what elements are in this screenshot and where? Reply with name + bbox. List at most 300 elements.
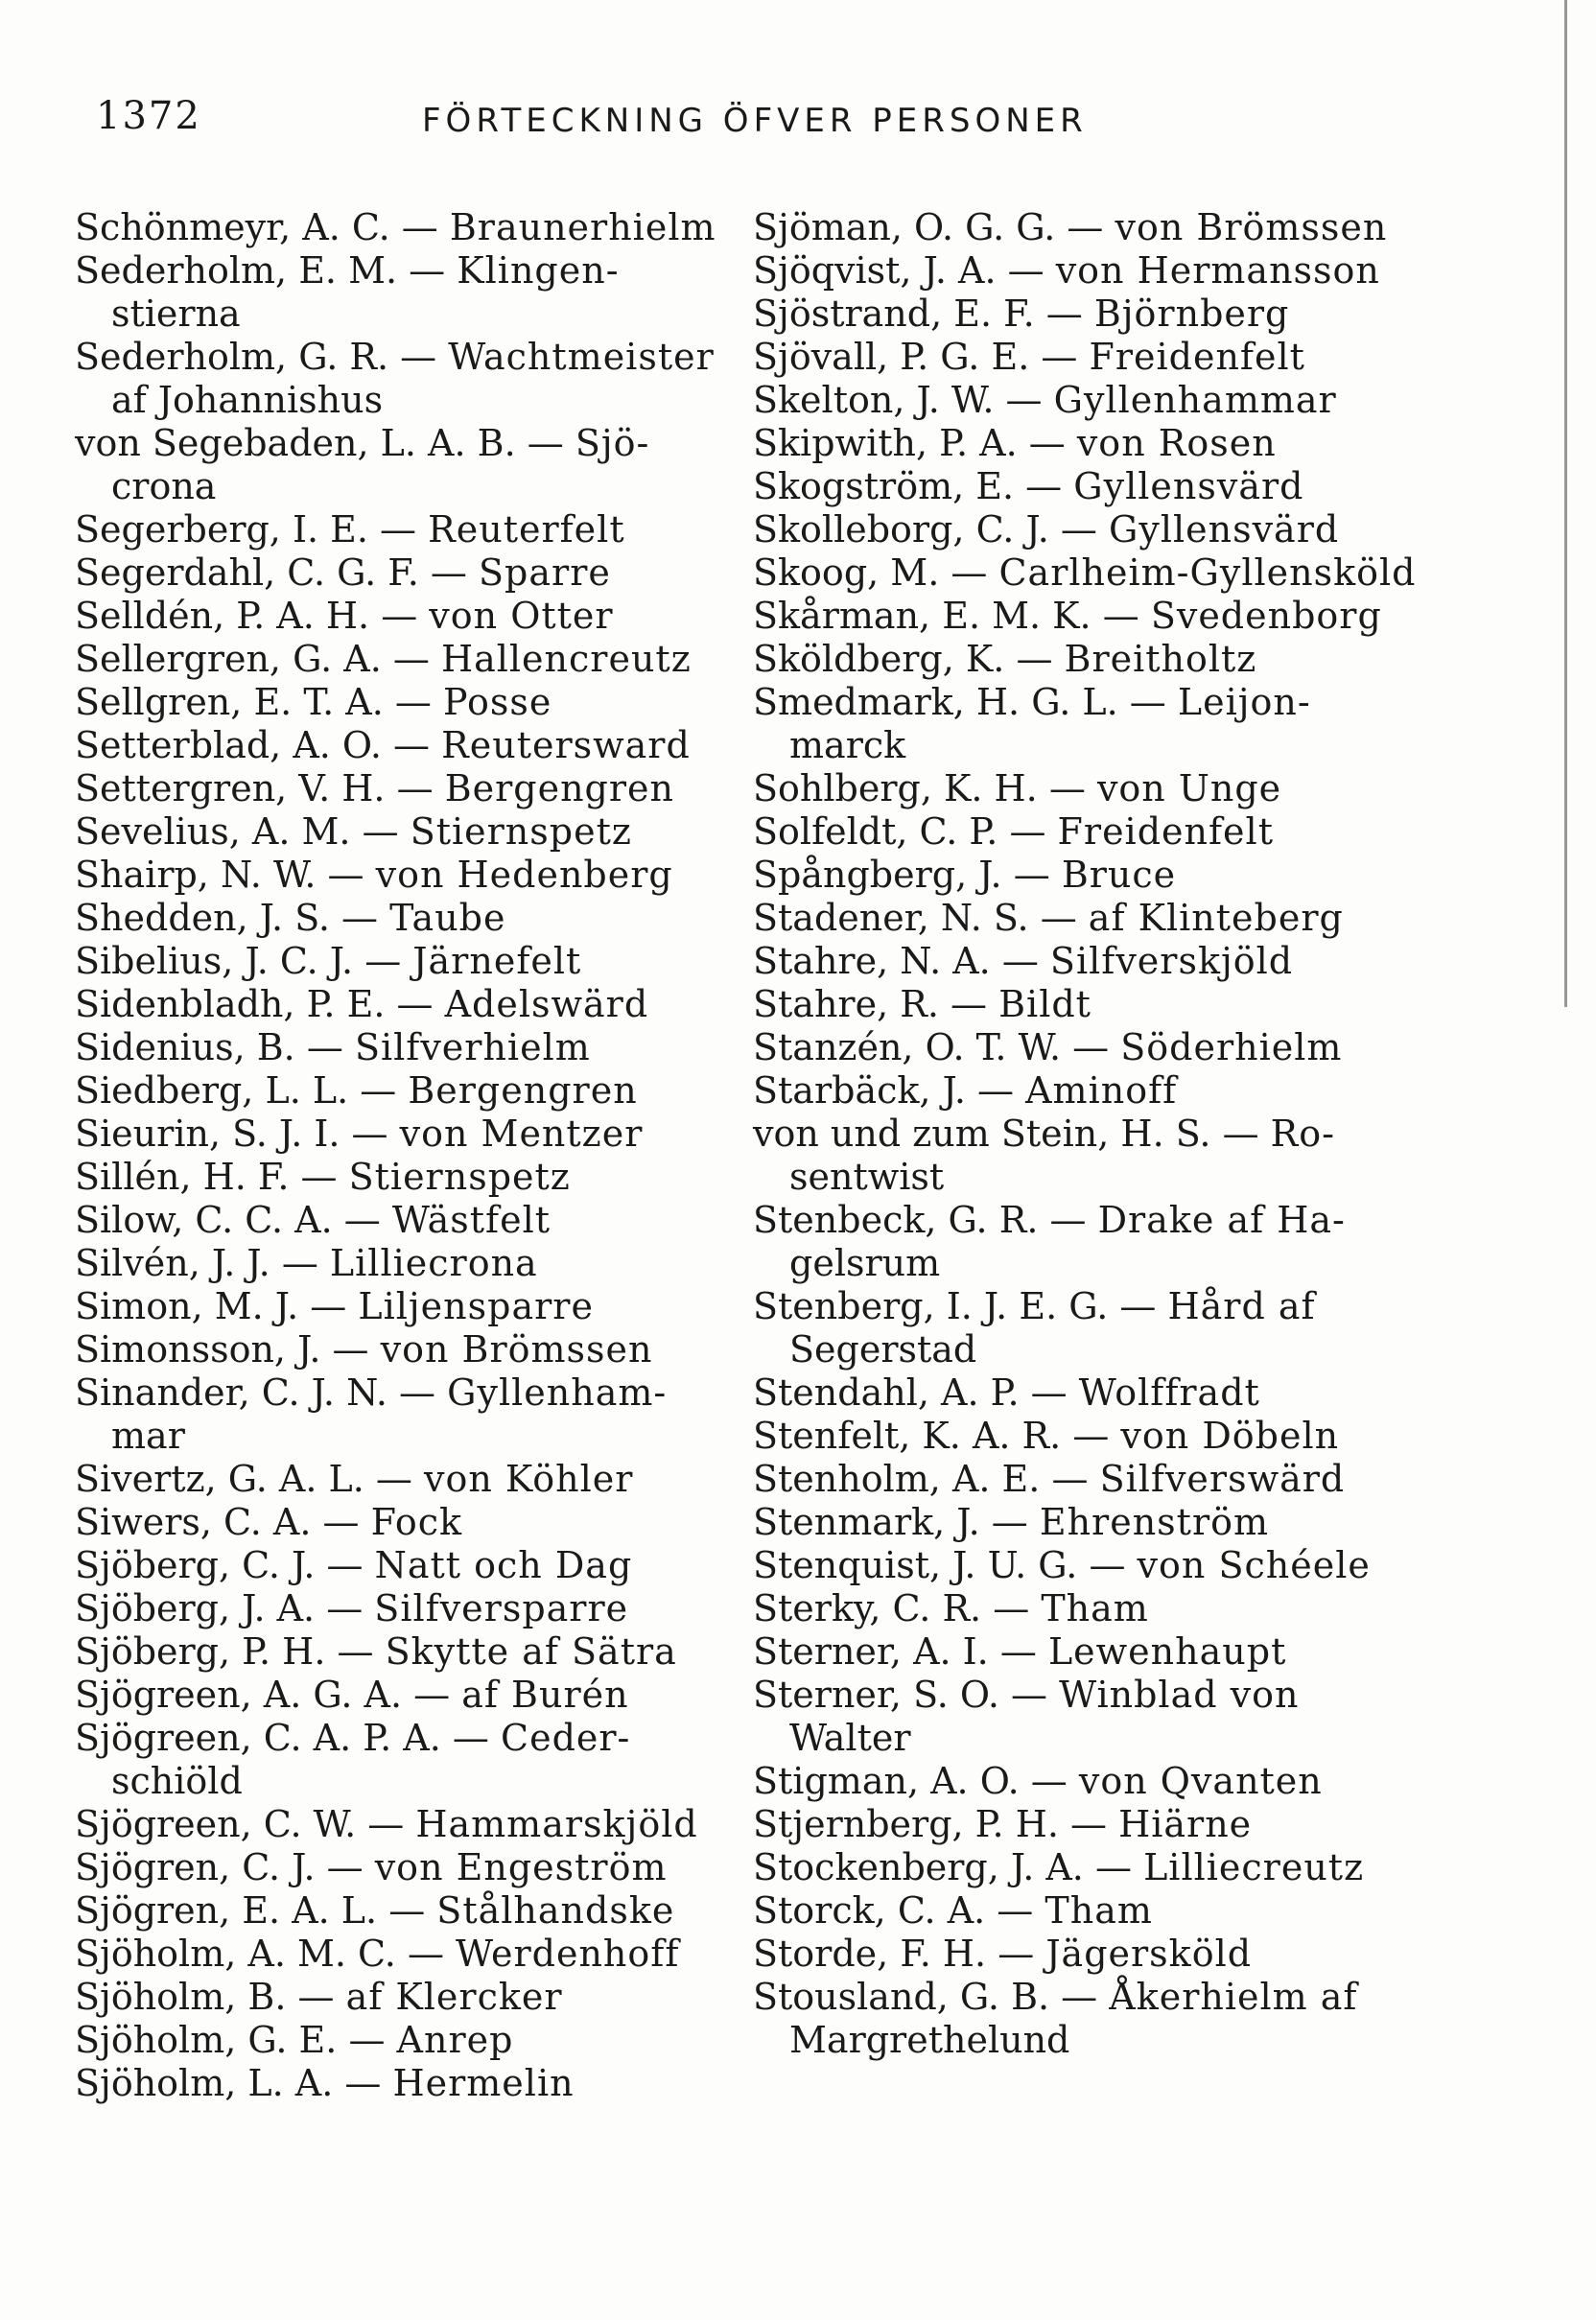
family-name: von Unge	[1096, 767, 1282, 809]
person-name: Sjövall, P. G. E.	[753, 336, 1030, 378]
dash-separator: —	[939, 551, 999, 594]
entry-continuation: Segerstad	[789, 1328, 977, 1371]
person-name: Sidenbladh, P. E.	[75, 983, 386, 1025]
index-entry	[753, 1501, 1424, 1544]
index-entry	[753, 940, 1424, 983]
index-entry	[75, 1889, 746, 1933]
dash-separator: —	[990, 940, 1050, 982]
family-name: von Mentzer	[399, 1113, 644, 1155]
person-name: Solfeldt, C. P.	[753, 810, 998, 853]
family-name: Gyllensvärd	[1073, 465, 1304, 507]
index-entry	[75, 1199, 746, 1242]
index-entry	[753, 465, 1424, 508]
index-entry	[753, 681, 1424, 724]
family-name: von Köhler	[424, 1458, 634, 1500]
family-name: Gyllenham-	[447, 1371, 668, 1414]
person-name: Sjöman, O. G. G.	[753, 206, 1056, 248]
index-entry	[75, 1544, 746, 1587]
dash-separator: —	[367, 508, 429, 551]
person-name: von Segebaden, L. A. B.	[75, 422, 516, 464]
person-name: Sjöberg, C. J.	[75, 1544, 316, 1586]
family-name: Hiärne	[1118, 1803, 1253, 1845]
index-entry	[753, 1976, 1424, 2019]
family-name: von Schéele	[1137, 1544, 1371, 1586]
family-name: Hallencreutz	[440, 638, 692, 680]
dash-separator: —	[388, 336, 449, 378]
dash-separator: —	[320, 1328, 381, 1371]
family-name: Aminoff	[1025, 1069, 1178, 1112]
family-name: Sjö-	[575, 422, 650, 464]
dash-separator: —	[383, 681, 443, 723]
family-name: Hård af	[1167, 1285, 1316, 1327]
person-name: Silow, C. C. A.	[75, 1199, 333, 1241]
family-name: Reutersward	[441, 724, 691, 766]
family-name: Ro-	[1270, 1113, 1336, 1155]
index-entry	[753, 1458, 1424, 1501]
person-name: Sohlberg, K. H.	[753, 767, 1038, 809]
dash-separator: —	[332, 1199, 392, 1241]
family-name: Gyllenhammar	[1053, 379, 1337, 421]
family-name: Fock	[370, 1501, 463, 1543]
entry-continuation: gelsrum	[789, 1242, 941, 1284]
index-entry	[75, 1501, 746, 1544]
person-name: Segerdahl, C. G. F.	[75, 551, 419, 594]
dash-separator: —	[1058, 1803, 1119, 1845]
family-name: Björnberg	[1093, 293, 1290, 335]
person-name: Sterner, A. I.	[753, 1630, 989, 1673]
dash-separator: —	[1077, 1544, 1138, 1586]
index-entry	[75, 1371, 746, 1415]
person-name: Sjögreen, C. A. P. A.	[75, 1717, 441, 1759]
dash-separator: —	[938, 983, 999, 1025]
family-name: Stålhandske	[436, 1889, 675, 1932]
dash-separator: —	[329, 897, 390, 939]
index-entry	[753, 854, 1424, 897]
family-name: Lilliecreutz	[1143, 1846, 1365, 1888]
dash-separator: —	[311, 1501, 371, 1543]
person-name: Stadener, N. S.	[753, 897, 1029, 939]
family-name: Anrep	[396, 2019, 514, 2061]
person-name: Siedberg, L. L.	[75, 1069, 349, 1112]
family-name: Posse	[442, 681, 552, 723]
dash-separator: —	[1017, 422, 1077, 464]
dash-separator: —	[996, 249, 1056, 292]
dash-separator: —	[315, 1587, 375, 1629]
index-entry	[75, 1933, 746, 1976]
person-name: Stockenberg, J. A.	[753, 1846, 1084, 1888]
person-name: Sidenius, B.	[75, 1026, 295, 1068]
family-name: Lewenhaupt	[1047, 1630, 1287, 1673]
dash-separator: —	[1061, 1415, 1121, 1457]
index-entry	[75, 1717, 746, 1760]
person-name: Schönmeyr, A. C.	[75, 206, 390, 248]
dash-separator: —	[1108, 1285, 1168, 1327]
index-entry	[75, 1976, 746, 2019]
person-name: Sjöholm, G. E.	[75, 2019, 338, 2061]
dash-separator: —	[1004, 638, 1065, 680]
entry-continuation: stierna	[111, 293, 241, 335]
entry-continuation: af Johannishus	[111, 379, 384, 421]
family-name: af Klinteberg	[1088, 897, 1344, 939]
person-name: Segerberg, I. E.	[75, 508, 368, 551]
person-name: Sjöholm, B.	[75, 1976, 287, 2018]
index-entry	[75, 897, 746, 940]
family-name: Bildt	[998, 983, 1091, 1025]
family-name: Stiernspetz	[348, 1156, 571, 1198]
running-title: FÖRTECKNING ÖFVER PERSONER	[422, 102, 1088, 140]
index-entry	[75, 767, 746, 810]
index-entry	[75, 854, 746, 897]
family-name: Reuterfelt	[428, 508, 625, 551]
dash-separator: —	[1019, 1760, 1079, 1802]
index-entry	[753, 897, 1424, 940]
person-name: Sellergren, G. A.	[75, 638, 382, 680]
dash-separator: —	[350, 810, 411, 853]
dash-separator: —	[998, 810, 1058, 853]
index-entry	[753, 1760, 1424, 1803]
person-name: Sterky, C. R.	[753, 1587, 982, 1629]
dash-separator: —	[356, 1803, 416, 1845]
index-entry	[75, 2019, 746, 2062]
person-name: Stjernberg, P. H.	[753, 1803, 1059, 1845]
person-name: Stousland, G. B.	[753, 1976, 1050, 2018]
family-name: Bergengren	[444, 767, 675, 809]
dash-separator: —	[981, 1587, 1042, 1629]
dash-separator: —	[340, 1113, 400, 1155]
index-entry	[75, 940, 746, 983]
dash-separator: —	[1028, 897, 1089, 939]
entry-continuation: mar	[111, 1415, 185, 1457]
index-entry	[753, 1630, 1424, 1674]
family-name: Bruce	[1061, 854, 1177, 896]
index-entry	[75, 1113, 746, 1156]
person-name: Simon, M. J.	[75, 1285, 299, 1327]
index-entry	[753, 638, 1424, 681]
family-name: von Engeström	[374, 1846, 668, 1888]
index-entry	[753, 1587, 1424, 1630]
family-name: Klingen-	[457, 249, 620, 292]
dash-separator: —	[294, 1026, 355, 1068]
dash-separator: —	[353, 940, 413, 982]
family-name: Åkerhielm af	[1109, 1976, 1358, 2018]
index-entry	[753, 293, 1424, 336]
dash-separator: —	[286, 1976, 346, 2018]
family-name: af Burén	[461, 1674, 629, 1716]
person-name: Stanzén, O. T. W.	[753, 1026, 1062, 1068]
index-entry	[753, 1285, 1424, 1328]
family-name: Silfverhielm	[354, 1026, 591, 1068]
person-name: Sederholm, E. M.	[75, 249, 398, 292]
dash-separator: —	[1001, 854, 1062, 896]
person-name: Storck, C. A.	[753, 1889, 986, 1932]
family-name: von Rosen	[1076, 422, 1277, 464]
person-name: Stenbeck, G. R.	[753, 1199, 1039, 1241]
dash-separator: —	[289, 1156, 349, 1198]
person-name: Silvén, J. J.	[75, 1242, 270, 1284]
dash-separator: —	[1048, 508, 1109, 551]
entry-continuation: Walter	[789, 1717, 911, 1759]
dash-separator: —	[988, 1630, 1048, 1673]
index-entry	[753, 551, 1424, 595]
dash-separator: —	[1029, 336, 1090, 378]
person-name: Stendahl, A. P.	[753, 1371, 1020, 1414]
person-name: Skogström, E.	[753, 465, 1015, 507]
index-entry	[753, 1544, 1424, 1587]
index-entry	[75, 1069, 746, 1113]
person-name: Stenfelt, K. A. R.	[753, 1415, 1062, 1457]
dash-separator: —	[298, 1285, 359, 1327]
dash-separator: —	[1034, 293, 1094, 335]
index-entry	[75, 983, 746, 1026]
dash-separator: —	[1091, 595, 1151, 637]
dash-separator: —	[348, 1069, 409, 1112]
person-name: Sjögren, E. A. L.	[75, 1889, 378, 1932]
index-entry	[75, 595, 746, 638]
left-column	[75, 206, 746, 2105]
index-entry	[75, 724, 746, 767]
person-name: Sevelius, A. M.	[75, 810, 351, 853]
family-name: Silfverskjöld	[1049, 940, 1294, 982]
dash-separator: —	[1014, 465, 1074, 507]
dash-separator: —	[395, 1933, 457, 1975]
dash-separator: —	[994, 379, 1054, 421]
dash-separator: —	[385, 983, 445, 1025]
dash-separator: —	[1038, 1199, 1098, 1241]
index-entry	[75, 2062, 746, 2105]
family-name: Freidenfelt	[1089, 336, 1305, 378]
index-entry	[753, 1889, 1424, 1933]
family-name: Stiernspetz	[410, 810, 632, 853]
person-name: Skolleborg, C. J.	[753, 508, 1049, 551]
dash-separator: —	[998, 1674, 1060, 1716]
family-name: Skytte af Sätra	[385, 1630, 677, 1673]
index-entry	[75, 681, 746, 724]
index-entry	[75, 1328, 746, 1371]
person-name: Spångberg, J.	[753, 854, 1002, 896]
dash-separator: —	[316, 854, 376, 896]
dash-separator: —	[270, 1242, 330, 1284]
person-name: Simonsson, J.	[75, 1328, 321, 1371]
person-name: Skoog, M.	[753, 551, 940, 594]
index-entry	[75, 1458, 746, 1501]
index-entry	[75, 1630, 746, 1674]
dash-separator: —	[440, 1717, 501, 1759]
person-name: Sivertz, G. A. L.	[75, 1458, 364, 1500]
person-name: Skelton, J. W.	[753, 379, 995, 421]
dash-separator: —	[381, 724, 442, 766]
family-name: Jägersköld	[1045, 1933, 1253, 1975]
family-name: Winblad von	[1059, 1674, 1300, 1716]
dash-separator: —	[369, 595, 430, 637]
index-entry	[753, 422, 1424, 465]
family-name: Liljensparre	[358, 1285, 594, 1327]
index-entry	[75, 638, 746, 681]
dash-separator: —	[1055, 206, 1115, 248]
index-entry	[753, 1371, 1424, 1415]
index-entry	[75, 551, 746, 595]
person-name: Sjöberg, J. A.	[75, 1587, 316, 1629]
person-name: Sieurin, S. J. I.	[75, 1113, 340, 1155]
person-name: Sederholm, G. R.	[75, 336, 389, 378]
dash-separator: —	[333, 2062, 393, 2104]
index-entry	[753, 379, 1424, 422]
index-entry	[753, 249, 1424, 293]
index-entry	[753, 1415, 1424, 1458]
person-name: Sjögreen, A. G. A.	[75, 1674, 403, 1716]
person-name: Skipwith, P. A.	[753, 422, 1018, 464]
family-name: Braunerhielm	[449, 206, 716, 248]
family-name: Sparre	[479, 551, 611, 594]
dash-separator: —	[315, 1544, 375, 1586]
person-name: Sellgren, E. T. A.	[75, 681, 384, 723]
family-name: von Hedenberg	[375, 854, 673, 896]
index-entry	[753, 1026, 1424, 1069]
index-entry	[75, 336, 746, 379]
dash-separator: —	[1040, 1458, 1100, 1500]
family-name: Ceder-	[501, 1717, 631, 1759]
page-edge-rule	[1564, 0, 1567, 1007]
index-entry	[75, 1674, 746, 1717]
family-name: Freidenfelt	[1057, 810, 1274, 853]
dash-separator: —	[1210, 1113, 1271, 1155]
index-entry	[75, 1587, 746, 1630]
family-name: Leijon-	[1177, 681, 1311, 723]
index-entry	[753, 810, 1424, 854]
family-name: Gyllensvärd	[1109, 508, 1340, 551]
person-name: Sjögreen, C. W.	[75, 1803, 357, 1845]
person-name: Stenberg, I. J. E. G.	[753, 1285, 1109, 1327]
index-entry	[753, 1069, 1424, 1113]
entry-continuation: sentwist	[789, 1156, 945, 1198]
dash-separator: —	[377, 1889, 437, 1932]
family-name: af Klercker	[345, 1976, 563, 2018]
dash-separator: —	[1019, 1371, 1079, 1414]
index-entry	[75, 1156, 746, 1199]
family-name: von Hermansson	[1055, 249, 1380, 292]
person-name: Shedden, J. S.	[75, 897, 330, 939]
index-entry	[75, 810, 746, 854]
index-entry	[75, 1026, 746, 1069]
dash-separator: —	[389, 206, 450, 248]
dash-separator: —	[397, 249, 458, 292]
family-name: Lilliecrona	[329, 1242, 538, 1284]
dash-separator: —	[1117, 681, 1178, 723]
family-name: Söderhielm	[1120, 1026, 1343, 1068]
person-name: Skårman, E. M. K.	[753, 595, 1091, 637]
dash-separator: —	[985, 1889, 1045, 1932]
dash-separator: —	[337, 2019, 397, 2061]
person-name: Stahre, R.	[753, 983, 939, 1025]
family-name: Wästfelt	[391, 1199, 552, 1241]
person-name: Stigman, A. O.	[753, 1760, 1020, 1802]
dash-separator: —	[387, 1371, 448, 1414]
person-name: Sinander, C. J. N.	[75, 1371, 387, 1414]
family-name: Svedenborg	[1150, 595, 1382, 637]
family-name: Silfversparre	[374, 1587, 629, 1629]
family-name: Adelswärd	[444, 983, 649, 1025]
family-name: Tham	[1041, 1587, 1149, 1629]
index-entry	[753, 1846, 1424, 1889]
page-header	[96, 94, 1515, 152]
family-name: Hammarskjöld	[415, 1803, 698, 1845]
index-entry	[753, 1933, 1424, 1976]
index-entry	[753, 1674, 1424, 1717]
index-entry	[75, 1285, 746, 1328]
family-name: Taube	[389, 897, 506, 939]
person-name: Sillén, H. F.	[75, 1156, 290, 1198]
person-name: Sterner, S. O.	[753, 1674, 999, 1716]
index-entry	[75, 249, 746, 293]
family-name: Wachtmeister	[448, 336, 715, 378]
family-name: Natt och Dag	[374, 1544, 633, 1586]
person-name: Storde, F. H.	[753, 1933, 987, 1975]
person-name: Settergren, V. H.	[75, 767, 386, 809]
person-name: Setterblad, A. O.	[75, 724, 382, 766]
person-name: Sjöqvist, J. A.	[753, 249, 997, 292]
right-column	[753, 206, 1424, 2062]
person-name: Sjögren, C. J.	[75, 1846, 316, 1888]
family-name: Bergengren	[408, 1069, 638, 1112]
entry-continuation: schiöld	[111, 1760, 243, 1802]
family-name: von Brömssen	[1115, 206, 1388, 248]
dash-separator: —	[325, 1630, 386, 1673]
family-name: von Qvanten	[1078, 1760, 1323, 1802]
dash-separator: —	[381, 638, 441, 680]
dash-separator: —	[1049, 1976, 1110, 2018]
index-entry	[753, 1199, 1424, 1242]
entry-continuation: Margrethelund	[789, 2019, 1070, 2061]
dash-separator: —	[515, 422, 575, 464]
person-name: Stenholm, A. E.	[753, 1458, 1041, 1500]
dash-separator: —	[364, 1458, 425, 1500]
family-name: von Döbeln	[1120, 1415, 1340, 1457]
family-name: Tham	[1044, 1889, 1153, 1932]
index-entry	[753, 1113, 1424, 1156]
entry-continuation: crona	[111, 465, 217, 507]
dash-separator: —	[1037, 767, 1097, 809]
index-entry	[75, 1846, 746, 1889]
family-name: Breitholtz	[1064, 638, 1257, 680]
family-name: Wolffradt	[1078, 1371, 1260, 1414]
dash-separator: —	[1083, 1846, 1144, 1888]
index-entry	[75, 1803, 746, 1846]
dash-separator: —	[1061, 1026, 1121, 1068]
dash-separator: —	[418, 551, 480, 594]
dash-separator: —	[986, 1933, 1046, 1975]
index-entry	[753, 508, 1424, 551]
dash-separator: —	[315, 1846, 375, 1888]
person-name: Stenmark, J.	[753, 1501, 980, 1543]
person-name: Shairp, N. W.	[75, 854, 317, 896]
person-name: Selldén, P. A. H.	[75, 595, 370, 637]
family-name: von Otter	[429, 595, 614, 637]
person-name: Sjöholm, L. A.	[75, 2062, 334, 2104]
family-name: Hermelin	[392, 2062, 575, 2104]
index-entry	[75, 206, 746, 249]
entry-continuation: marck	[789, 724, 906, 766]
person-name: Sjöberg, P. H.	[75, 1630, 326, 1673]
index-entry	[75, 422, 746, 465]
family-name: Järnefelt	[412, 940, 582, 982]
person-name: Stahre, N. A.	[753, 940, 991, 982]
person-name: Smedmark, H. G. L.	[753, 681, 1118, 723]
person-name: Sjöstrand, E. F.	[753, 293, 1035, 335]
person-name: Siwers, C. A.	[75, 1501, 312, 1543]
index-entry	[753, 595, 1424, 638]
dash-separator: —	[979, 1501, 1040, 1543]
family-name: von Brömssen	[380, 1328, 653, 1371]
index-entry	[753, 336, 1424, 379]
